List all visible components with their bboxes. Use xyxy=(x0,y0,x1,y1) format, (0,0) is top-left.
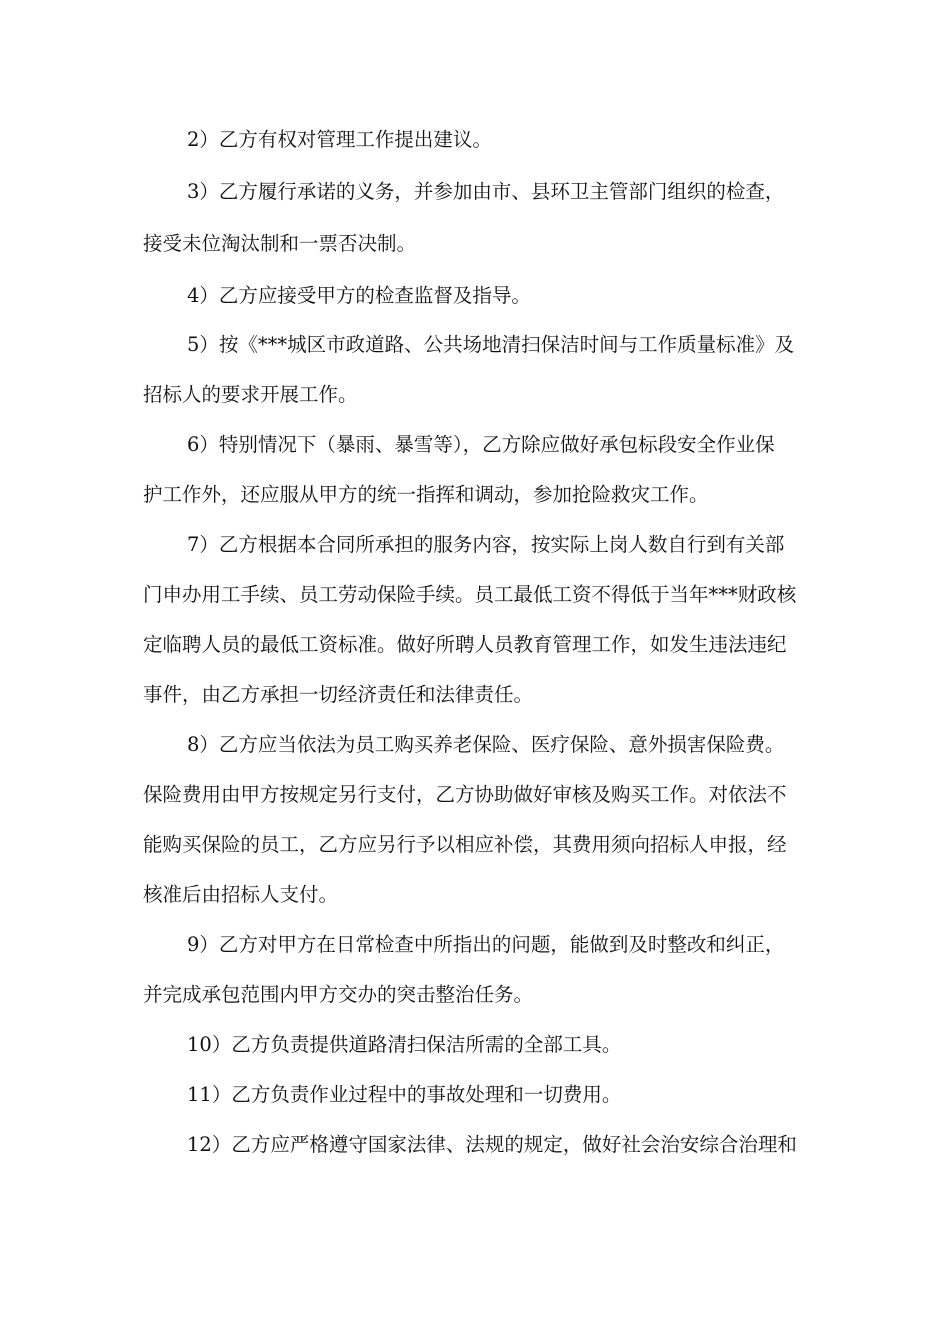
paragraph-11-line-1: 11）乙方负责作业过程中的事故处理和一切费用。 xyxy=(187,1083,622,1106)
paragraph-10-line-1: 10）乙方负责提供道路清扫保洁所需的全部工具。 xyxy=(187,1033,622,1056)
paragraph-8-line-3: 能购买保险的员工，乙方应另行予以相应补偿，其费用须向招标人申报，经 xyxy=(143,833,787,856)
paragraph-12-line-1: 12）乙方应严格遵守国家法律、法规的规定，做好社会治安综合治理和 xyxy=(187,1133,797,1156)
paragraph-9-line-2: 并完成承包范围内甲方交办的突击整治任务。 xyxy=(143,983,534,1006)
paragraph-5-line-2: 招标人的要求开展工作。 xyxy=(143,383,358,406)
paragraph-4-line-1: 4）乙方应接受甲方的检查监督及指导。 xyxy=(187,284,531,307)
paragraph-5-line-1: 5）按《***城区市政道路、公共场地清扫保洁时间与工作质量标准》及 xyxy=(187,333,795,356)
paragraph-6-line-2: 护工作外，还应服从甲方的统一指挥和调动，参加抢险救灾工作。 xyxy=(143,483,709,506)
paragraph-7-line-2: 门申办用工手续、员工劳动保险手续。员工最低工资不得低于当年***财政核 xyxy=(143,583,797,606)
paragraph-6-line-1: 6）特别情况下（暴雨、暴雪等），乙方除应做好承包标段安全作业保 xyxy=(187,433,775,456)
paragraph-3-line-1: 3）乙方履行承诺的义务，并参加由市、县环卫主管部门组织的检查， xyxy=(187,180,785,203)
paragraph-3-line-2: 接受未位淘汰制和一票否决制。 xyxy=(143,232,417,255)
paragraph-8-line-4: 核准后由招标人支付。 xyxy=(143,883,339,906)
paragraph-7-line-3: 定临聘人员的最低工资标准。做好所聘人员教育管理工作，如发生违法违纪 xyxy=(143,633,787,656)
paragraph-7-line-1: 7）乙方根据本合同所承担的服务内容，按实际上岗人数自行到有关部 xyxy=(187,533,785,556)
paragraph-7-line-4: 事件，由乙方承担一切经济责任和法律责任。 xyxy=(143,683,534,706)
paragraph-9-line-1: 9）乙方对甲方在日常检查中所指出的问题，能做到及时整改和纠正， xyxy=(187,933,785,956)
paragraph-2-line-1: 2）乙方有权对管理工作提出建议。 xyxy=(187,128,492,151)
paragraph-8-line-2: 保险费用由甲方按规定另行支付，乙方协助做好审核及购买工作。对依法不 xyxy=(143,783,787,806)
paragraph-8-line-1: 8）乙方应当依法为员工购买养老保险、医疗保险、意外损害保险费。 xyxy=(187,733,785,756)
